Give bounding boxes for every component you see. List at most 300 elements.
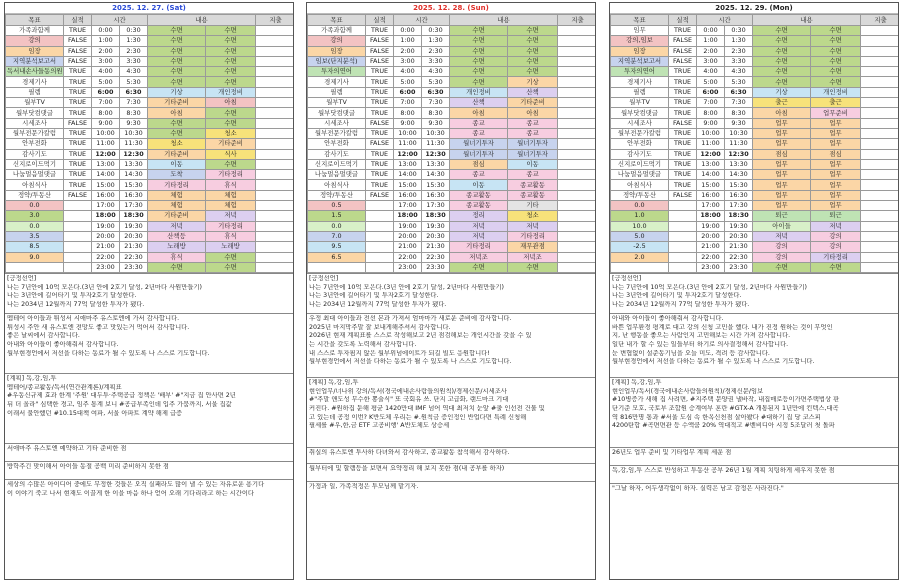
cell-content-a[interactable]: 산책등 bbox=[148, 231, 206, 241]
cell-done[interactable] bbox=[366, 201, 394, 211]
cell-done[interactable]: TRUE bbox=[669, 149, 697, 159]
cell-content-a[interactable]: 업무 bbox=[753, 159, 811, 169]
cell-goal[interactable]: 월부닷컴댓글 bbox=[308, 108, 366, 118]
cell-content-a[interactable]: 수면 bbox=[148, 26, 206, 36]
cell-spend[interactable] bbox=[861, 201, 899, 211]
cell-done[interactable]: TRUE bbox=[64, 87, 92, 97]
cell-goal[interactable]: 아침식사 bbox=[611, 180, 669, 190]
cell-content-b[interactable]: 휴식 bbox=[206, 231, 256, 241]
cell-content-a[interactable]: 저녁 bbox=[450, 221, 508, 231]
cell-spend[interactable] bbox=[861, 36, 899, 46]
cell-content-b[interactable]: 수면 bbox=[508, 262, 558, 272]
cell-done[interactable]: TRUE bbox=[669, 26, 697, 36]
cell-content-b[interactable]: 월너기투자 bbox=[508, 139, 558, 149]
cell-spend[interactable] bbox=[256, 221, 294, 231]
cell-content-b[interactable]: 이동 bbox=[508, 159, 558, 169]
cell-spend[interactable] bbox=[861, 180, 899, 190]
cell-spend[interactable] bbox=[861, 231, 899, 241]
cell-goal[interactable]: 정약/투동산 bbox=[6, 190, 64, 200]
cell-done[interactable] bbox=[64, 262, 92, 272]
cell-done[interactable]: TRUE bbox=[64, 128, 92, 138]
cell-goal[interactable]: 감사기도 bbox=[308, 149, 366, 159]
cell-spend[interactable] bbox=[256, 87, 294, 97]
cell-content-a[interactable]: 출근 bbox=[753, 98, 811, 108]
cell-content-b[interactable]: 업무 bbox=[811, 170, 861, 180]
cell-goal[interactable]: 임장 bbox=[6, 46, 64, 56]
cell-done[interactable]: FALSE bbox=[64, 190, 92, 200]
cell-spend[interactable] bbox=[558, 56, 596, 66]
cell-content-b[interactable]: 강의 bbox=[811, 242, 861, 252]
cell-done[interactable] bbox=[366, 211, 394, 221]
cell-goal[interactable]: 0.5 bbox=[308, 201, 366, 211]
cell-spend[interactable] bbox=[861, 108, 899, 118]
cell-spend[interactable] bbox=[256, 67, 294, 77]
cell-goal[interactable]: 경제기사 bbox=[308, 77, 366, 87]
cell-done[interactable]: TRUE bbox=[64, 67, 92, 77]
cell-content-a[interactable]: 기타정리 bbox=[450, 242, 508, 252]
cell-content-b[interactable]: 수면 bbox=[508, 46, 558, 56]
cell-spend[interactable] bbox=[558, 159, 596, 169]
cell-done[interactable]: FALSE bbox=[366, 56, 394, 66]
cell-done[interactable]: TRUE bbox=[64, 139, 92, 149]
cell-spend[interactable] bbox=[256, 242, 294, 252]
cell-done[interactable]: TRUE bbox=[366, 98, 394, 108]
cell-content-b[interactable]: 강의 bbox=[811, 231, 861, 241]
cell-done[interactable]: TRUE bbox=[366, 87, 394, 97]
cell-done[interactable]: TRUE bbox=[64, 180, 92, 190]
cell-content-a[interactable]: 수면 bbox=[450, 26, 508, 36]
cell-content-a[interactable]: 수면 bbox=[148, 118, 206, 128]
cell-goal[interactable]: 8.5 bbox=[6, 242, 64, 252]
cell-spend[interactable] bbox=[558, 211, 596, 221]
cell-done[interactable]: FALSE bbox=[64, 46, 92, 56]
cell-content-b[interactable]: 아침 bbox=[206, 98, 256, 108]
cell-goal[interactable]: 정약/투동산 bbox=[611, 190, 669, 200]
cell-spend[interactable] bbox=[256, 118, 294, 128]
cell-goal[interactable]: 강의 bbox=[6, 36, 64, 46]
cell-content-b[interactable]: 수면 bbox=[206, 36, 256, 46]
cell-spend[interactable] bbox=[256, 108, 294, 118]
cell-spend[interactable] bbox=[861, 149, 899, 159]
cell-goal[interactable] bbox=[611, 262, 669, 272]
cell-content-b[interactable]: 퇴근 bbox=[811, 211, 861, 221]
cell-content-a[interactable]: 강의 bbox=[753, 242, 811, 252]
cell-content-a[interactable]: 강의 bbox=[753, 252, 811, 262]
cell-content-a[interactable]: 휴식 bbox=[148, 252, 206, 262]
cell-spend[interactable] bbox=[558, 262, 596, 272]
cell-content-a[interactable]: 이동 bbox=[450, 180, 508, 190]
cell-content-a[interactable]: 기타준비 bbox=[148, 149, 206, 159]
cell-content-a[interactable]: 종교 bbox=[450, 128, 508, 138]
cell-spend[interactable] bbox=[256, 26, 294, 36]
cell-spend[interactable] bbox=[256, 46, 294, 56]
cell-spend[interactable] bbox=[558, 77, 596, 87]
cell-content-b[interactable]: 업무 bbox=[811, 190, 861, 200]
cell-content-a[interactable]: 수면 bbox=[148, 36, 206, 46]
cell-goal[interactable]: 신지로이드먹기 bbox=[308, 159, 366, 169]
cell-content-b[interactable]: 기타정리 bbox=[811, 252, 861, 262]
cell-content-a[interactable]: 청소 bbox=[148, 139, 206, 149]
cell-goal[interactable]: 임보(단지분석) bbox=[308, 56, 366, 66]
cell-goal[interactable]: 1.0 bbox=[611, 211, 669, 221]
cell-content-b[interactable]: 개인정비 bbox=[811, 87, 861, 97]
cell-spend[interactable] bbox=[558, 201, 596, 211]
cell-spend[interactable] bbox=[861, 128, 899, 138]
cell-content-b[interactable]: 기타준비 bbox=[508, 98, 558, 108]
cell-content-a[interactable]: 노래방 bbox=[148, 242, 206, 252]
cell-content-b[interactable]: 업무준비 bbox=[811, 108, 861, 118]
cell-content-a[interactable]: 기타정리 bbox=[148, 180, 206, 190]
cell-content-b[interactable]: 종교 bbox=[508, 170, 558, 180]
cell-content-a[interactable]: 수면 bbox=[753, 36, 811, 46]
cell-content-a[interactable]: 수면 bbox=[753, 262, 811, 272]
cell-spend[interactable] bbox=[256, 170, 294, 180]
cell-spend[interactable] bbox=[861, 242, 899, 252]
cell-goal[interactable]: 나눔멀음멀댓글 bbox=[6, 170, 64, 180]
cell-done[interactable]: TRUE bbox=[64, 98, 92, 108]
cell-content-a[interactable]: 저녁 bbox=[148, 221, 206, 231]
cell-content-a[interactable]: 업무 bbox=[753, 201, 811, 211]
cell-content-a[interactable]: 수면 bbox=[148, 77, 206, 87]
cell-spend[interactable] bbox=[558, 190, 596, 200]
cell-goal[interactable]: 0.0 bbox=[6, 201, 64, 211]
cell-spend[interactable] bbox=[558, 231, 596, 241]
cell-done[interactable]: TRUE bbox=[669, 108, 697, 118]
cell-done[interactable]: TRUE bbox=[366, 170, 394, 180]
cell-content-b[interactable]: 재무관점 bbox=[508, 242, 558, 252]
cell-spend[interactable] bbox=[861, 46, 899, 56]
cell-content-b[interactable]: 점심 bbox=[811, 149, 861, 159]
cell-content-b[interactable]: 수면 bbox=[206, 26, 256, 36]
cell-goal[interactable]: 필렘 bbox=[6, 87, 64, 97]
cell-content-a[interactable]: 수면 bbox=[148, 67, 206, 77]
cell-content-a[interactable]: 종교활동 bbox=[450, 190, 508, 200]
cell-done[interactable]: TRUE bbox=[366, 108, 394, 118]
cell-spend[interactable] bbox=[861, 252, 899, 262]
cell-done[interactable]: FALSE bbox=[366, 190, 394, 200]
cell-done[interactable] bbox=[64, 242, 92, 252]
cell-content-b[interactable]: 수면 bbox=[206, 262, 256, 272]
cell-spend[interactable] bbox=[558, 242, 596, 252]
cell-goal[interactable]: 3.5 bbox=[6, 231, 64, 241]
cell-goal[interactable]: 안부전화 bbox=[6, 139, 64, 149]
cell-content-b[interactable]: 월너기투자 bbox=[508, 149, 558, 159]
cell-goal[interactable]: 신지로이드먹기 bbox=[611, 159, 669, 169]
cell-done[interactable]: TRUE bbox=[366, 128, 394, 138]
cell-content-b[interactable]: 저녁 bbox=[811, 221, 861, 231]
cell-content-a[interactable]: 수면 bbox=[148, 262, 206, 272]
cell-goal[interactable]: 경제기사 bbox=[611, 77, 669, 87]
cell-content-a[interactable]: 수면 bbox=[148, 46, 206, 56]
cell-content-b[interactable]: 종교활동 bbox=[508, 180, 558, 190]
cell-content-a[interactable]: 체험 bbox=[148, 190, 206, 200]
cell-goal[interactable]: 나눔멀음멀댓글 bbox=[308, 170, 366, 180]
cell-goal[interactable]: 지역분석보고서 bbox=[611, 56, 669, 66]
cell-goal[interactable]: 3.0 bbox=[6, 211, 64, 221]
cell-content-b[interactable]: 수면 bbox=[508, 56, 558, 66]
cell-content-a[interactable]: 정리 bbox=[450, 211, 508, 221]
cell-done[interactable] bbox=[64, 252, 92, 262]
cell-goal[interactable]: 월부닷컴댓글 bbox=[611, 108, 669, 118]
cell-done[interactable] bbox=[64, 231, 92, 241]
cell-content-b[interactable]: 저녁 bbox=[508, 221, 558, 231]
cell-done[interactable]: TRUE bbox=[669, 87, 697, 97]
cell-content-a[interactable]: 수면 bbox=[450, 77, 508, 87]
cell-content-a[interactable]: 수면 bbox=[753, 56, 811, 66]
cell-goal[interactable]: 나눔멀음멀댓글 bbox=[611, 170, 669, 180]
cell-goal[interactable]: 감사기도 bbox=[611, 149, 669, 159]
cell-goal[interactable]: 월부TV bbox=[6, 98, 64, 108]
cell-goal[interactable]: 5.0 bbox=[611, 231, 669, 241]
cell-spend[interactable] bbox=[558, 87, 596, 97]
cell-content-a[interactable]: 저녁조 bbox=[450, 252, 508, 262]
cell-content-b[interactable]: 종교 bbox=[508, 118, 558, 128]
cell-goal[interactable]: 가족과함께 bbox=[6, 26, 64, 36]
cell-done[interactable] bbox=[366, 231, 394, 241]
cell-done[interactable]: FALSE bbox=[669, 118, 697, 128]
cell-spend[interactable] bbox=[256, 180, 294, 190]
cell-content-b[interactable]: 수면 bbox=[206, 108, 256, 118]
cell-spend[interactable] bbox=[256, 149, 294, 159]
cell-content-a[interactable]: 수면 bbox=[450, 36, 508, 46]
cell-spend[interactable] bbox=[558, 36, 596, 46]
cell-content-b[interactable]: 수면 bbox=[811, 67, 861, 77]
cell-content-b[interactable]: 수면 bbox=[811, 56, 861, 66]
cell-content-b[interactable]: 수면 bbox=[206, 159, 256, 169]
cell-spend[interactable] bbox=[256, 77, 294, 87]
cell-content-a[interactable]: 월너기투자 bbox=[450, 149, 508, 159]
cell-done[interactable]: TRUE bbox=[64, 108, 92, 118]
cell-spend[interactable] bbox=[861, 170, 899, 180]
cell-done[interactable]: FALSE bbox=[366, 118, 394, 128]
cell-done[interactable] bbox=[366, 242, 394, 252]
cell-content-b[interactable]: 수면 bbox=[206, 67, 256, 77]
cell-content-a[interactable]: 이동 bbox=[148, 159, 206, 169]
cell-done[interactable]: FALSE bbox=[366, 139, 394, 149]
cell-spend[interactable] bbox=[861, 87, 899, 97]
cell-content-a[interactable]: 점심 bbox=[753, 149, 811, 159]
cell-done[interactable]: TRUE bbox=[64, 149, 92, 159]
cell-spend[interactable] bbox=[558, 108, 596, 118]
cell-goal[interactable]: 감사기도 bbox=[6, 149, 64, 159]
cell-content-a[interactable]: 수면 bbox=[450, 262, 508, 272]
cell-goal[interactable]: 아침식사 bbox=[308, 180, 366, 190]
cell-goal[interactable]: 6.5 bbox=[308, 252, 366, 262]
cell-goal[interactable]: 임무 bbox=[611, 26, 669, 36]
cell-content-b[interactable]: 출근 bbox=[811, 98, 861, 108]
cell-done[interactable] bbox=[669, 201, 697, 211]
cell-spend[interactable] bbox=[558, 46, 596, 56]
cell-content-a[interactable]: 저녁 bbox=[450, 231, 508, 241]
cell-goal[interactable]: 독서내손사들동의원 bbox=[7, 67, 63, 76]
cell-content-a[interactable]: 기상 bbox=[148, 87, 206, 97]
cell-content-a[interactable]: 산책 bbox=[450, 98, 508, 108]
cell-content-a[interactable]: 기상 bbox=[753, 87, 811, 97]
cell-content-b[interactable]: 수면 bbox=[206, 118, 256, 128]
cell-content-a[interactable]: 업무 bbox=[753, 180, 811, 190]
cell-spend[interactable] bbox=[861, 221, 899, 231]
cell-done[interactable]: FALSE bbox=[669, 46, 697, 56]
cell-content-a[interactable]: 수면 bbox=[753, 67, 811, 77]
cell-content-b[interactable]: 업무 bbox=[811, 159, 861, 169]
cell-spend[interactable] bbox=[558, 67, 596, 77]
cell-done[interactable]: TRUE bbox=[64, 26, 92, 36]
cell-done[interactable] bbox=[669, 221, 697, 231]
cell-content-a[interactable]: 퇴근 bbox=[753, 211, 811, 221]
cell-done[interactable] bbox=[64, 211, 92, 221]
cell-content-a[interactable]: 저녁 bbox=[753, 231, 811, 241]
cell-done[interactable]: TRUE bbox=[669, 77, 697, 87]
cell-spend[interactable] bbox=[861, 211, 899, 221]
cell-goal[interactable]: 강의,임보 bbox=[611, 36, 669, 46]
cell-content-b[interactable]: 식사 bbox=[206, 149, 256, 159]
cell-goal[interactable]: 1.5 bbox=[308, 211, 366, 221]
cell-spend[interactable] bbox=[558, 118, 596, 128]
cell-content-b[interactable]: 종교활동 bbox=[508, 190, 558, 200]
cell-goal[interactable]: 월부TV bbox=[308, 98, 366, 108]
cell-spend[interactable] bbox=[861, 26, 899, 36]
cell-goal[interactable] bbox=[6, 262, 64, 272]
cell-done[interactable] bbox=[64, 221, 92, 231]
cell-done[interactable] bbox=[366, 252, 394, 262]
cell-goal[interactable]: 월부전문가칼럼 bbox=[611, 128, 669, 138]
cell-done[interactable] bbox=[669, 242, 697, 252]
cell-content-a[interactable]: 체험 bbox=[148, 201, 206, 211]
cell-spend[interactable] bbox=[256, 159, 294, 169]
cell-content-a[interactable]: 업무 bbox=[753, 139, 811, 149]
cell-goal[interactable]: 가족과함께 bbox=[308, 26, 366, 36]
cell-content-a[interactable]: 수면 bbox=[753, 26, 811, 36]
cell-spend[interactable] bbox=[256, 231, 294, 241]
cell-content-a[interactable]: 기타준비 bbox=[148, 98, 206, 108]
cell-content-a[interactable]: 기타준비 bbox=[148, 211, 206, 221]
cell-done[interactable]: FALSE bbox=[64, 36, 92, 46]
cell-content-a[interactable]: 개인정비 bbox=[450, 87, 508, 97]
cell-content-b[interactable]: 수면 bbox=[811, 77, 861, 87]
cell-done[interactable]: FALSE bbox=[669, 190, 697, 200]
cell-content-a[interactable]: 아침 bbox=[753, 108, 811, 118]
cell-spend[interactable] bbox=[558, 180, 596, 190]
cell-content-a[interactable]: 수면 bbox=[753, 46, 811, 56]
cell-goal[interactable]: 시세조사 bbox=[308, 118, 366, 128]
cell-done[interactable] bbox=[669, 211, 697, 221]
cell-spend[interactable] bbox=[558, 252, 596, 262]
cell-content-b[interactable]: 수면 bbox=[508, 26, 558, 36]
cell-done[interactable]: TRUE bbox=[669, 128, 697, 138]
cell-goal[interactable]: 정약/투동산 bbox=[308, 190, 366, 200]
cell-content-b[interactable]: 업무 bbox=[811, 128, 861, 138]
cell-content-b[interactable]: 수면 bbox=[508, 67, 558, 77]
cell-spend[interactable] bbox=[256, 56, 294, 66]
cell-goal[interactable]: 2.0 bbox=[611, 252, 669, 262]
cell-content-b[interactable]: 수면 bbox=[206, 46, 256, 56]
cell-spend[interactable] bbox=[861, 77, 899, 87]
cell-content-b[interactable]: 산책 bbox=[508, 87, 558, 97]
cell-spend[interactable] bbox=[861, 262, 899, 272]
cell-content-a[interactable]: 종교 bbox=[450, 170, 508, 180]
cell-spend[interactable] bbox=[256, 201, 294, 211]
cell-goal[interactable]: 필렘 bbox=[308, 87, 366, 97]
cell-content-b[interactable]: 수면 bbox=[811, 262, 861, 272]
cell-done[interactable] bbox=[366, 221, 394, 231]
cell-content-b[interactable]: 기타정리 bbox=[206, 221, 256, 231]
cell-spend[interactable] bbox=[558, 98, 596, 108]
cell-goal[interactable]: 안부전화 bbox=[308, 139, 366, 149]
cell-goal[interactable]: 투자의연어 bbox=[308, 67, 366, 77]
cell-content-b[interactable]: 개인정비 bbox=[206, 87, 256, 97]
cell-content-b[interactable]: 아침 bbox=[508, 108, 558, 118]
cell-goal[interactable]: 9.0 bbox=[6, 252, 64, 262]
cell-content-b[interactable]: 기상 bbox=[508, 77, 558, 87]
cell-content-b[interactable]: 기타 bbox=[508, 201, 558, 211]
cell-goal[interactable]: 경제기사 bbox=[6, 77, 64, 87]
cell-done[interactable]: TRUE bbox=[64, 170, 92, 180]
cell-content-b[interactable]: 수면 bbox=[811, 46, 861, 56]
cell-content-a[interactable]: 수면 bbox=[753, 77, 811, 87]
cell-goal[interactable]: -2.5 bbox=[611, 242, 669, 252]
cell-done[interactable]: TRUE bbox=[366, 77, 394, 87]
cell-done[interactable]: TRUE bbox=[669, 67, 697, 77]
cell-done[interactable]: TRUE bbox=[669, 170, 697, 180]
cell-spend[interactable] bbox=[558, 149, 596, 159]
cell-done[interactable]: TRUE bbox=[64, 77, 92, 87]
cell-spend[interactable] bbox=[861, 159, 899, 169]
cell-done[interactable]: FALSE bbox=[669, 56, 697, 66]
cell-content-b[interactable]: 업무 bbox=[811, 139, 861, 149]
cell-content-b[interactable]: 기타정리 bbox=[508, 231, 558, 241]
cell-goal[interactable]: 안부전화 bbox=[611, 139, 669, 149]
cell-goal[interactable] bbox=[308, 262, 366, 272]
cell-goal[interactable]: 아침식사 bbox=[6, 180, 64, 190]
cell-goal[interactable]: 임장 bbox=[611, 46, 669, 56]
cell-goal[interactable]: 월부닷컴댓글 bbox=[6, 108, 64, 118]
cell-content-b[interactable]: 수면 bbox=[811, 36, 861, 46]
cell-content-b[interactable]: 수면 bbox=[206, 252, 256, 262]
cell-goal[interactable]: 월부TV bbox=[611, 98, 669, 108]
cell-done[interactable]: FALSE bbox=[64, 56, 92, 66]
cell-spend[interactable] bbox=[256, 128, 294, 138]
cell-content-a[interactable]: 수면 bbox=[450, 56, 508, 66]
cell-content-b[interactable]: 체험 bbox=[206, 201, 256, 211]
cell-spend[interactable] bbox=[558, 128, 596, 138]
cell-goal[interactable]: 시세조사 bbox=[6, 118, 64, 128]
cell-content-b[interactable]: 저녁조 bbox=[508, 252, 558, 262]
cell-spend[interactable] bbox=[861, 118, 899, 128]
cell-content-a[interactable]: 수면 bbox=[148, 56, 206, 66]
cell-done[interactable]: TRUE bbox=[366, 180, 394, 190]
cell-done[interactable] bbox=[669, 231, 697, 241]
cell-content-b[interactable]: 업무 bbox=[811, 180, 861, 190]
cell-content-b[interactable]: 체험 bbox=[206, 190, 256, 200]
cell-content-b[interactable]: 수면 bbox=[206, 56, 256, 66]
cell-done[interactable]: TRUE bbox=[669, 139, 697, 149]
cell-content-b[interactable]: 수면 bbox=[206, 77, 256, 87]
cell-content-b[interactable]: 청소 bbox=[206, 128, 256, 138]
cell-done[interactable]: TRUE bbox=[669, 159, 697, 169]
cell-content-b[interactable]: 저녁 bbox=[206, 211, 256, 221]
cell-content-a[interactable]: 업무 bbox=[753, 128, 811, 138]
cell-spend[interactable] bbox=[256, 98, 294, 108]
cell-spend[interactable] bbox=[256, 36, 294, 46]
cell-done[interactable]: TRUE bbox=[669, 98, 697, 108]
cell-spend[interactable] bbox=[861, 56, 899, 66]
cell-spend[interactable] bbox=[256, 211, 294, 221]
cell-content-a[interactable]: 업무 bbox=[753, 190, 811, 200]
cell-content-b[interactable]: 업무 bbox=[811, 201, 861, 211]
cell-content-b[interactable]: 수면 bbox=[508, 36, 558, 46]
cell-done[interactable] bbox=[64, 201, 92, 211]
cell-spend[interactable] bbox=[256, 262, 294, 272]
